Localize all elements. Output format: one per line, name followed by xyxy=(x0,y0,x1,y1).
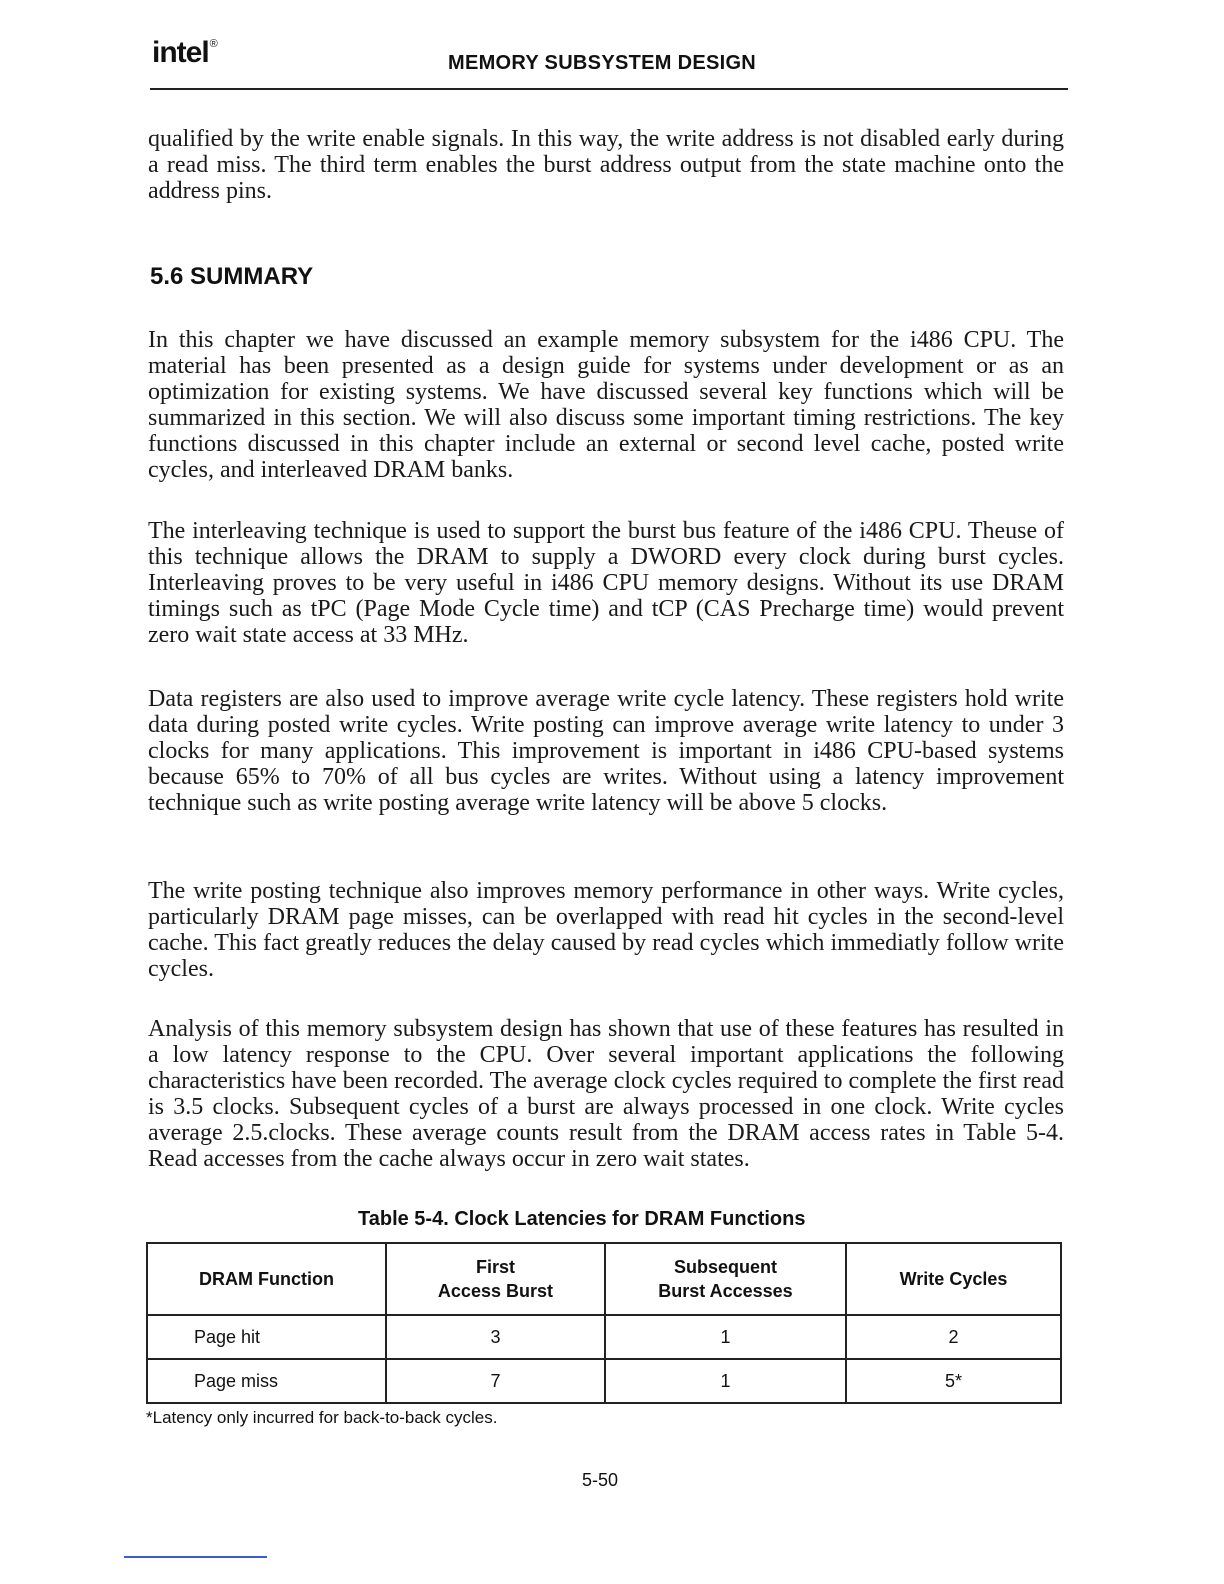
table-footnote: *Latency only incurred for back-to-back cycles. xyxy=(146,1408,498,1427)
table-header-row xyxy=(147,1243,1061,1315)
header-dram-function: DRAM Function xyxy=(147,1243,386,1315)
intel-logo xyxy=(152,36,217,70)
cell-first-access: 3 xyxy=(386,1315,605,1359)
section-heading: 5.6 SUMMARY xyxy=(150,263,314,290)
summary-paragraph-5: Analysis of this memory subsystem design has shown that use of these features has resulted in a low latency response to the CPU. Over several important applications the following characteristics have been recorded. The average clock cycles required to complete the first read is 3.5 clocks. Subsequent cycles of a burst are always processed in one clock. Write cycles average 2.5.clocks. These average counts result from the DRAM access rates in Table 5-4. Read accesses from the cache always occur in zero wait states. xyxy=(148,1016,1064,1172)
table-caption: Table 5-4. Clock Latencies for DRAM Functions xyxy=(358,1208,806,1230)
page-number: 5-50 xyxy=(582,1470,619,1490)
logo-text: intel xyxy=(152,36,209,69)
header-subsequent-line1: Subsequent xyxy=(673,1257,777,1277)
running-title: MEMORY SUBSYSTEM DESIGN xyxy=(448,52,757,74)
header-first-access-line1: First xyxy=(475,1257,515,1277)
scan-edge-mark xyxy=(124,1556,267,1558)
summary-paragraph-1: In this chapter we have discussed an example memory subsystem for the i486 CPU. The material has been presented as a design guide for systems under development or as an optimization for existing systems. We have discussed several key functions which will be summarized in this section. We will also discuss some important timing restrictions. The key functions discussed in this chapter include an external or second level cache, posted write cycles, and interleaved DRAM banks. xyxy=(148,327,1064,483)
latency-table xyxy=(146,1242,1062,1404)
cell-function: Page hit xyxy=(147,1315,386,1359)
summary-paragraph-3: Data registers are also used to improve average write cycle latency. These registers hold write data during posted write cycles. Write posting can improve average write latency to under 3 clocks for many applications. This improvement is important in i486 CPU-based systems because 65% to 70% of all bus cycles are writes. Without using a latency improvement technique such as write posting average write latency will be above 5 clocks. xyxy=(148,686,1064,816)
header-rule xyxy=(150,88,1068,90)
summary-paragraph-2: The interleaving technique is used to support the burst bus feature of the i486 CPU. Theuse of this technique allows the DRAM to supply a DWORD every clock during burst cycles. Interleaving proves to be very useful in i486 CPU memory designs. Without its use DRAM timings such as tPC (Page Mode Cycle time) and tCP (CAS Precharge time) would prevent zero wait state access at 33 MHz. xyxy=(148,518,1064,648)
cell-subsequent: 1 xyxy=(605,1315,846,1359)
cell-write: 2 xyxy=(846,1315,1061,1359)
header-first-access xyxy=(386,1243,605,1315)
summary-paragraph-4: The write posting technique also improves memory performance in other ways. Write cycles, particularly DRAM page misses, can be overlapped with read hit cycles in the second-level cache. This fact greatly reduces the delay caused by read cycles which immediatly follow write cycles. xyxy=(148,878,1064,982)
cell-first-access: 7 xyxy=(386,1359,605,1403)
registered-mark: ® xyxy=(209,38,217,50)
cell-function: Page miss xyxy=(147,1359,386,1403)
table-row xyxy=(147,1359,1061,1403)
cell-subsequent: 1 xyxy=(605,1359,846,1403)
header-write-cycles: Write Cycles xyxy=(846,1243,1061,1315)
header-first-access-line2: Access Burst xyxy=(437,1281,553,1301)
table-row xyxy=(147,1315,1061,1359)
header-subsequent xyxy=(605,1243,846,1315)
header-subsequent-line2: Burst Accesses xyxy=(658,1281,793,1301)
continued-paragraph: qualified by the write enable signals. In this way, the write address is not disabled early during a read miss. The third term enables the burst address output from the state machine onto the address pins. xyxy=(148,126,1064,204)
cell-write: 5* xyxy=(846,1359,1061,1403)
